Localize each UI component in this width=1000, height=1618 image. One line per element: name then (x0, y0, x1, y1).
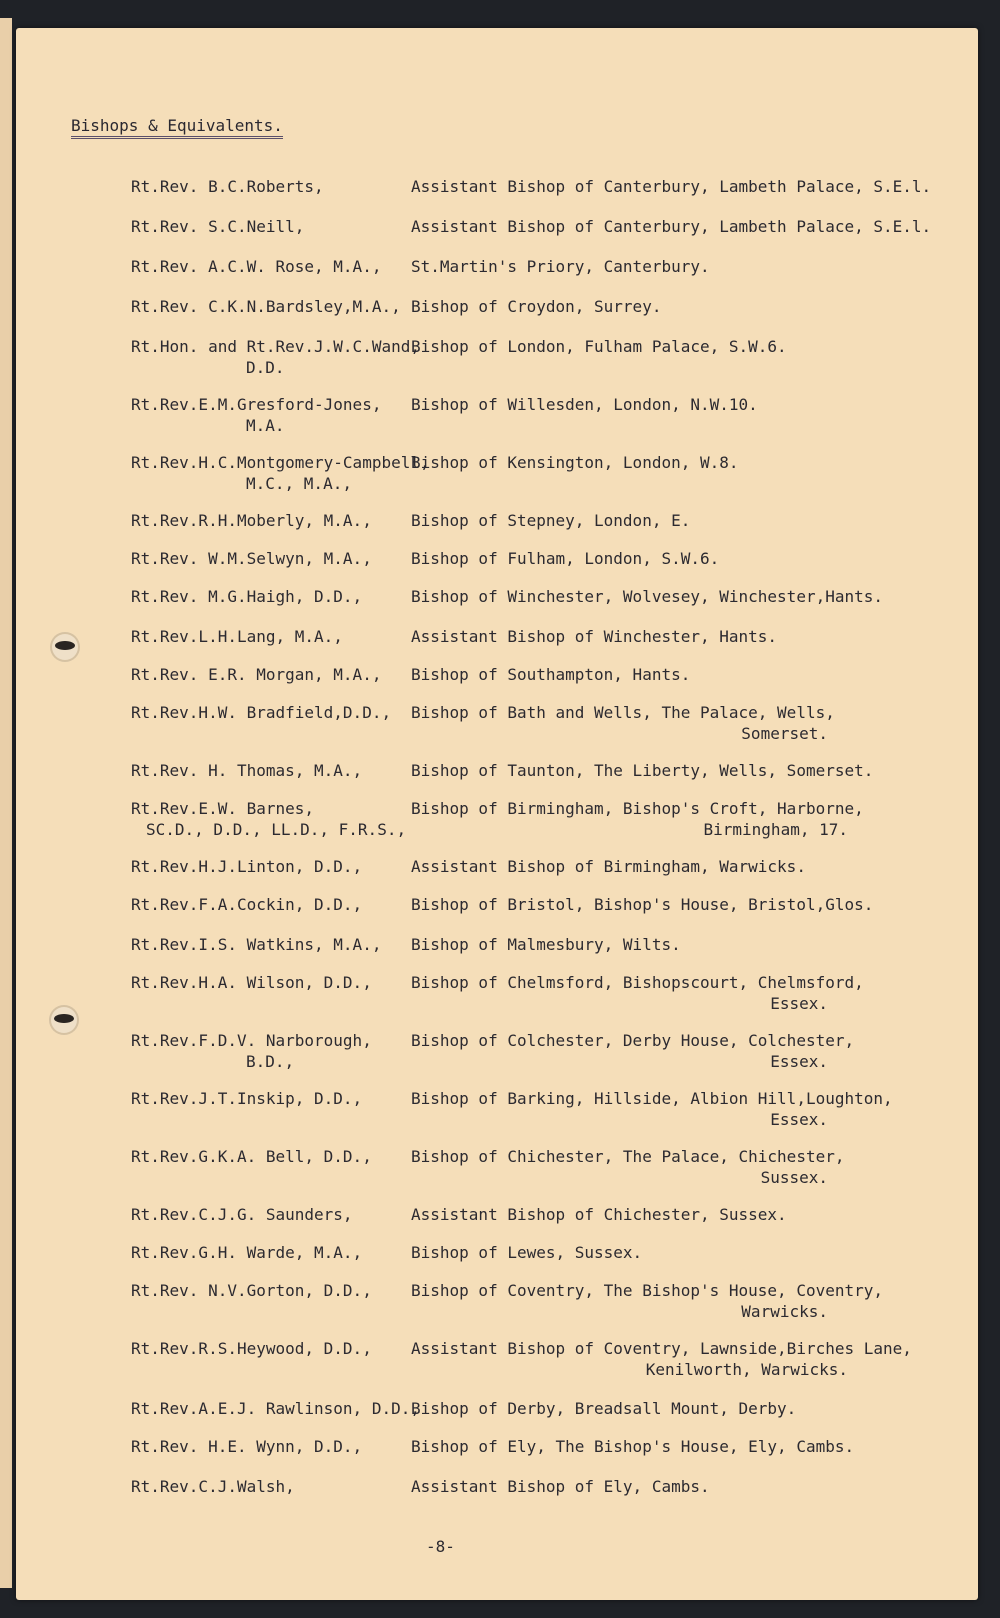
bishop-name: Rt.Rev.R.H.Moberly, M.A., (131, 511, 372, 530)
bishop-office-address: Bishop of Coventry, The Bishop's House, Coventry, (411, 1281, 884, 1300)
bishop-name: Rt.Rev.A.E.J. Rawlinson, D.D., (131, 1399, 420, 1418)
bishop-name: Rt.Rev.C.J.G. Saunders, (131, 1205, 353, 1224)
bishop-name: Rt.Rev.L.H.Lang, M.A., (131, 627, 343, 646)
bishop-office-address: St.Martin's Priory, Canterbury. (411, 257, 710, 276)
bishop-office-address: Assistant Bishop of Winchester, Hants. (411, 627, 778, 646)
bishop-name: Rt.Rev.H.C.Montgomery-Campbell, (131, 453, 430, 472)
bishop-name: Rt.Rev.E.M.Gresford-Jones, (131, 395, 382, 414)
bishop-name: Rt.Rev. W.M.Selwyn, M.A., (131, 549, 372, 568)
page-number: -8- (426, 1537, 455, 1556)
bishop-office-address: Bishop of Winchester, Wolvesey, Winchester,Hants. (411, 587, 884, 606)
bishop-office-address: Bishop of Malmesbury, Wilts. (411, 935, 681, 954)
address-continuation: Essex. (770, 1110, 828, 1129)
bishop-name: Rt.Rev. H. Thomas, M.A., (131, 761, 363, 780)
bishop-name: Rt.Rev.C.J.Walsh, (131, 1477, 295, 1496)
bishop-name: Rt.Rev. E.R. Morgan, M.A., (131, 665, 382, 684)
bishop-name: Rt.Rev. M.G.Haigh, D.D., (131, 587, 363, 606)
bishop-office-address: Assistant Bishop of Birmingham, Warwicks. (411, 857, 806, 876)
bishop-qualifications: B.D., (246, 1052, 295, 1071)
bishop-office-address: Bishop of Stepney, London, E. (411, 511, 691, 530)
bishop-name: Rt.Rev.H.A. Wilson, D.D., (131, 973, 372, 992)
bishop-office-address: Assistant Bishop of Canterbury, Lambeth Palace, S.E.l. (411, 177, 932, 196)
bishop-name: Rt.Rev.H.W. Bradfield,D.D., (131, 703, 392, 722)
address-continuation: Essex. (770, 1052, 828, 1071)
bishop-office-address: Bishop of Taunton, The Liberty, Wells, Somerset. (411, 761, 874, 780)
address-continuation: Birmingham, 17. (703, 820, 848, 839)
bishop-qualifications: D.D. (246, 358, 285, 377)
address-continuation: Essex. (770, 994, 828, 1013)
address-continuation: Warwicks. (741, 1302, 828, 1321)
bishop-office-address: Assistant Bishop of Canterbury, Lambeth Palace, S.E.l. (411, 217, 932, 236)
bishop-name: Rt.Rev.E.W. Barnes, (131, 799, 315, 818)
bishop-office-address: Assistant Bishop of Chichester, Sussex. (411, 1205, 787, 1224)
bishop-office-address: Bishop of Croydon, Surrey. (411, 297, 662, 316)
bishop-office-address: Bishop of London, Fulham Palace, S.W.6. (411, 337, 787, 356)
bishop-name: Rt.Hon. and Rt.Rev.J.W.C.Wand, (131, 337, 420, 356)
bishop-qualifications: M.A. (246, 416, 285, 435)
address-continuation: Somerset. (741, 724, 828, 743)
address-continuation: Sussex. (760, 1168, 828, 1187)
bishop-office-address: Bishop of Bath and Wells, The Palace, Wells, (411, 703, 835, 722)
document-page (16, 28, 978, 1600)
bishop-name: Rt.Rev.F.D.V. Narborough, (131, 1031, 372, 1050)
bishop-office-address: Bishop of Southampton, Hants. (411, 665, 691, 684)
bishop-qualifications: M.C., M.A., (246, 474, 352, 493)
bishop-office-address: Bishop of Bristol, Bishop's House, Bristol,Glos. (411, 895, 874, 914)
section-heading: Bishops & Equivalents. (71, 116, 283, 139)
bishop-qualifications: SC.D., D.D., LL.D., F.R.S., (146, 820, 407, 839)
punch-hole-icon (50, 632, 80, 662)
bishop-office-address: Assistant Bishop of Ely, Cambs. (411, 1477, 710, 1496)
bishop-name: Rt.Rev.F.A.Cockin, D.D., (131, 895, 363, 914)
bishop-office-address: Bishop of Birmingham, Bishop's Croft, Harborne, (411, 799, 864, 818)
bishop-office-address: Assistant Bishop of Coventry, Lawnside,Birches Lane, (411, 1339, 912, 1358)
address-continuation: Kenilworth, Warwicks. (645, 1360, 848, 1379)
bishop-name: Rt.Rev. N.V.Gorton, D.D., (131, 1281, 372, 1300)
bishop-name: Rt.Rev.H.J.Linton, D.D., (131, 857, 363, 876)
bishop-office-address: Bishop of Lewes, Sussex. (411, 1243, 643, 1262)
bishop-name: Rt.Rev.I.S. Watkins, M.A., (131, 935, 382, 954)
bishop-name: Rt.Rev.R.S.Heywood, D.D., (131, 1339, 372, 1358)
bishop-office-address: Bishop of Willesden, London, N.W.10. (411, 395, 758, 414)
bishop-office-address: Bishop of Chichester, The Palace, Chichester, (411, 1147, 845, 1166)
bishop-name: Rt.Rev.J.T.Inskip, D.D., (131, 1089, 363, 1108)
bishop-name: Rt.Rev. S.C.Neill, (131, 217, 305, 236)
punch-hole-icon (49, 1005, 79, 1035)
bishop-office-address: Bishop of Kensington, London, W.8. (411, 453, 739, 472)
bishop-office-address: Bishop of Derby, Breadsall Mount, Derby. (411, 1399, 797, 1418)
bishop-office-address: Bishop of Ely, The Bishop's House, Ely, Cambs. (411, 1437, 855, 1456)
bishop-name: Rt.Rev. A.C.W. Rose, M.A., (131, 257, 382, 276)
bishop-office-address: Bishop of Chelmsford, Bishopscourt, Chelmsford, (411, 973, 864, 992)
bishop-office-address: Bishop of Colchester, Derby House, Colchester, (411, 1031, 855, 1050)
bishop-name: Rt.Rev.G.H. Warde, M.A., (131, 1243, 363, 1262)
bishop-name: Rt.Rev.G.K.A. Bell, D.D., (131, 1147, 372, 1166)
bishop-office-address: Bishop of Barking, Hillside, Albion Hill,Loughton, (411, 1089, 893, 1108)
bishop-office-address: Bishop of Fulham, London, S.W.6. (411, 549, 720, 568)
previous-page-edge (0, 18, 12, 1588)
bishop-name: Rt.Rev. C.K.N.Bardsley,M.A., (131, 297, 401, 316)
bishop-name: Rt.Rev. H.E. Wynn, D.D., (131, 1437, 363, 1456)
bishop-name: Rt.Rev. B.C.Roberts, (131, 177, 324, 196)
